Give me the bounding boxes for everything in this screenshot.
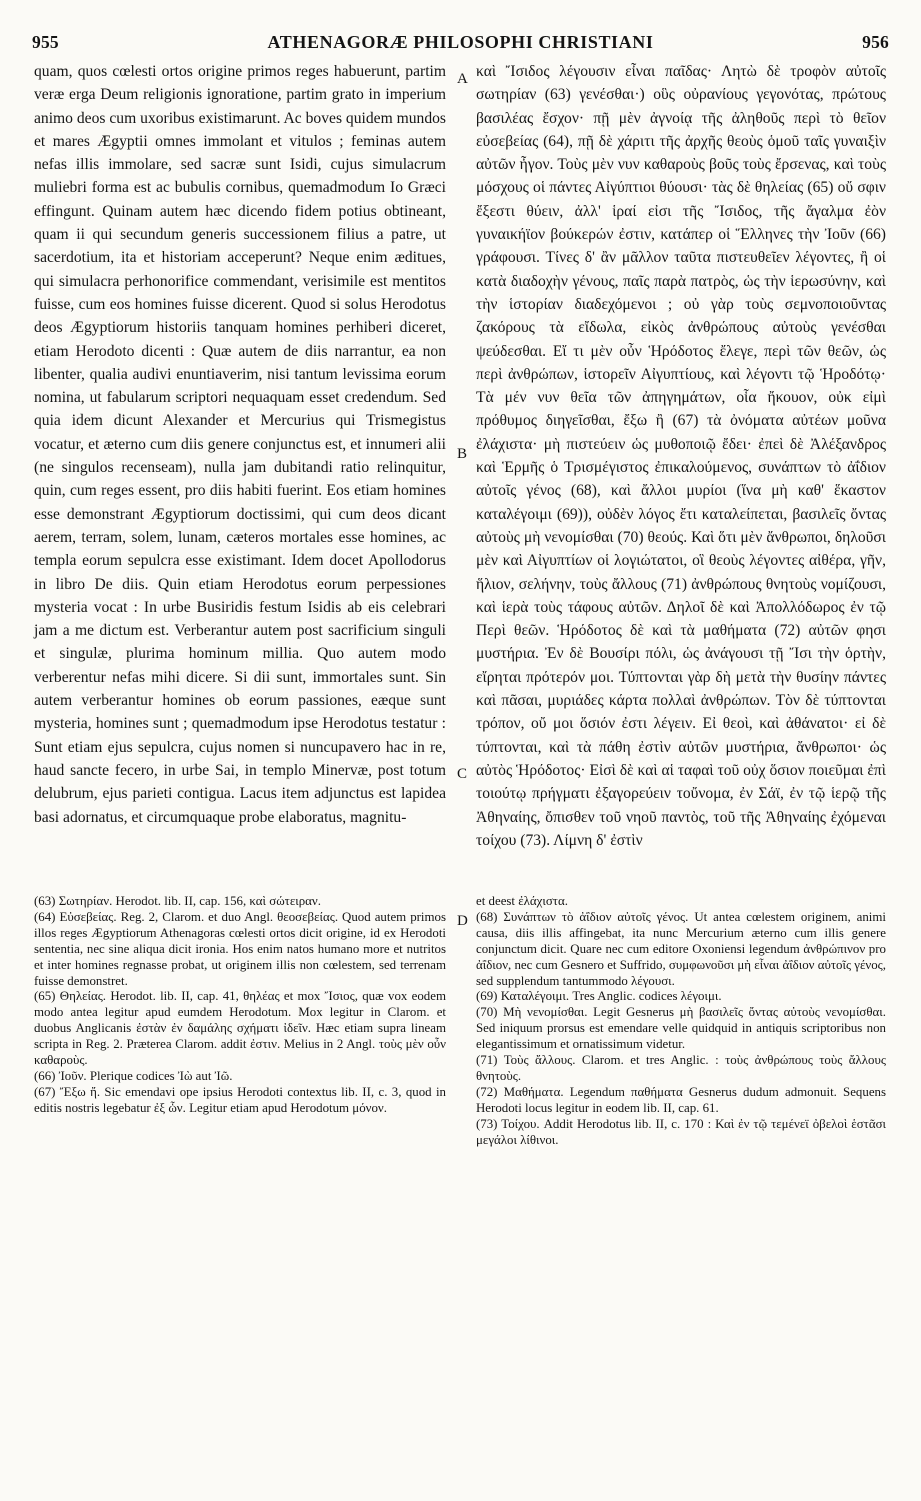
- footnotes-right: [476, 894, 886, 1149]
- footnote: et deest ἐλάχιστα.: [476, 894, 568, 908]
- latin-column: [34, 60, 446, 829]
- footnote: (64) Εὐσεβείας. Reg. 2, Clarom. et duo Angl. θεοσεβείας. Quod autem primos illos reges Ægyptiorum Athenagoras cœlesti ortos dicit origine, id ex Herodoti sententia, nec sine aliqua dicit ironia. Hos enim natos humano more et nutritos et inter homines regnasse probat, ut originem illis non cœlestem, sed terrenam fuisse demonstret.: [34, 909, 446, 988]
- left-page-number: 955: [32, 32, 59, 52]
- footnote: (72) Μαθήματα. Legendum παθήματα Gesnerus dudum admonuit. Sequens Herodoti locus legitur in eodem lib. II, cap. 61.: [476, 1084, 886, 1115]
- margin-marker-a: A: [457, 71, 468, 87]
- footnote: (63) Σωτηρίαν. Herodot. lib. II, cap. 156, καὶ σώτειραν.: [34, 894, 321, 908]
- greek-text: καὶ Ἴσιδος λέγουσιν εἶναι παῖδας· Λητὼ δὲ τροφὸν αὐτοῖς σωτηρίαν (63) γενέσθαι·) οὓς οὐρανίους γεγονότας, πρώτους βασιλέας ἔσχον· πῇ μὲν ἀγνοίᾳ τῆς ἀληθοῦς περὶ τὸ θεῖον εὐσεβείας (64), πῇ δὲ χάριτι τῆς ἀρχῆς θεοὺς ὁμοῦ ταῖς γυναιξὶν αὐτῶν ἦγον. Τοὺς μὲν νυν καθαροὺς βοῦς τοὺς ἔρσενας, καὶ τοὺς μόσχους οἱ πάντες Αἰγύπτιοι θύουσι· τὰς δὲ θηλείας (65) οὔ σφιν ἔξεστι θύειν, ἀλλ' ἱραί εἰσι τῆς Ἴσιδος, τῆς ἄγαλμα ἐὸν γυναικήϊον βούκερών ἐστιν, κατάπερ οἱ Ἕλληνες τὴν Ἰοῦν (66) γράφουσι. Τίνες δ' ἂν μᾶλλον ταῦτα πιστευθεῖεν λέγοντες, ἢ οἱ κατὰ διαδοχὴν γένους, παῖς παρὰ πατρὸς, ὡς τὴν ἱερωσύνην, καὶ τὴν ἱστορίαν διαδεχόμενοι ; οὐ γὰρ τοὺς σεμνοποιοῦντας ζακόρους τὰ εἴδωλα, εἰκὸς ἀνθρώπους αὐτοὺς γενέσθαι ψεύδεσθαι. Εἴ τι μὲν οὖν Ἡρόδοτος ἔλεγε, περὶ τῶν θεῶν, ὡς περὶ ἀνθρώπων, ἱστορεῖν Αἰγυπτίους, καὶ λέγοντι τῷ Ἡροδότῳ· Τὰ μέν νυν θεῖα τῶν ἀπηγημάτων, οἷα ἤκουον, οὐκ εἰμὶ πρόθυμος διηγεῖσθαι, ἔξω ἢ (67) τὰ ὀνόματα αὐτέων μοῦνα ἐλάχιστα· μὴ πιστεύειν ὡς μυθοποιῷ ἔδει· ἐπεὶ δὲ Ἀλέξανδρος καὶ Ἑρμῆς ὁ Τρισμέγιστος ἐπικαλούμενος, συνάπτων τὸ ἀΐδιον αὐτοῖς γένος (68), καὶ ἄλλοι μυρίοι (ἵνα μὴ καθ' ἕκαστον καταλέγοιμι (69)), οὐδὲν λόγος ἔτι καταλείπεται, βασιλεῖς ὄντας αὐτοὺς μὴ νενομίσθαι (70) θεούς. Καὶ ὅτι μὲν ἄνθρωποι, δηλοῦσι μὲν καὶ Αἰγυπτίων οἱ λογιώτατοι, οἳ θεοὺς λέγοντες αἰθέρα, γῆν, ἥλιον, σελήνην, τοὺς ἄλλους (71) ἀνθρώπους θνητοὺς νομίζουσι, καὶ ἱερὰ τοὺς τάφους αὐτῶν. Δηλοῖ δὲ καὶ Ἀπολλόδωρος ἐν τῷ Περὶ θεῶν. Ἡρόδοτος δὲ καὶ τὰ μαθήματα (72) αὐτῶν φησι μυστήρια. Ἐν δὲ Βουσίρι πόλι, ὡς ἀνάγουσι τῇ Ἴσι τὴν ὁρτὴν, εἴρηται πρότερόν μοι. Τύπτονται γὰρ δὴ μετὰ τὴν θυσίην πάντες καὶ πᾶσαι, μυριάδες κάρτα πολλαὶ ἀνθρώπων. Τὸν δὲ τύπτονται τρόπον, οὔ μοι ὅσιόν ἐστι λέγειν. Εἰ θεοὶ, καὶ ἀθάνατοι· εἰ δὲ τύπτονται, καὶ τὰ πάθη ἐστὶν αὐτῶν μυστήρια, ἄνθρωποι· ὡς αὐτὸς Ἡρόδοτος· Εἰσὶ δὲ καὶ αἱ ταφαὶ τοῦ οὐχ ὅσιον ποιεῦμαι ἐπὶ τοιούτῳ πρήγματι ἐξαγορεύειν τοὔνομα, ἐν Σάϊ, ἐν τῷ ἱερῷ τῆς Ἀθηναίης, ὄπισθεν τοῦ νηοῦ παντὸς, τοῦ τῆς Ἀθηναίης ἐχόμεναι τοίχου (73). Λίμνη δ' ἐστὶν: [476, 63, 886, 849]
- page-header: [32, 32, 889, 58]
- footnote: (70) Μὴ νενομίσθαι. Legit Gesnerus μὴ βασιλεῖς ὄντας αὐτοὺς νενομίσθαι. Sed iniquum prorsus est emendare velle quidquid in antiquis scriptoribus non elegantissimum et ornatissimum videtur.: [476, 1005, 886, 1052]
- footnote: (67) Ἔξω ἤ. Sic emendavi ope ipsius Herodoti contextus lib. II, c. 3, quod in editis nostris legebatur ἐξ ὧν. Legitur etiam apud Herodotum μόνον.: [34, 1084, 446, 1115]
- greek-column: [476, 60, 886, 852]
- right-page-number: 956: [862, 32, 889, 52]
- margin-marker-c: C: [457, 766, 468, 782]
- footnote: (66) Ἰοῦν. Plerique codices Ἰὼ aut Ἰῶ.: [34, 1068, 233, 1083]
- footnote: (69) Καταλέγοιμι. Tres Anglic. codices λέγοιμι.: [476, 989, 722, 1004]
- footnote: (65) Θηλείας. Herodot. lib. II, cap. 41, θηλέας et mox Ἴσιος, quæ vox eodem modo antea legitur apud eumdem Herodotum. Mox legitur in Clarom. et duobus Anglicanis ἐστὰν ἐν δαμάλης σχήματι ἰδεῖν. Hæc etiam supra lineam scripta in Reg. 2. Præterea Clarom. addit ἐστιν. Melius in 2 Angl. τοὺς μὲν οὖν καθαροὺς.: [34, 989, 446, 1068]
- margin-marker-d: D: [457, 913, 468, 929]
- footnote: (73) Τοίχου. Addit Herodotus lib. II, c. 170 : Καὶ ἐν τῷ τεμένεϊ ὀβελοὶ ἑστᾶσι μεγάλοι λίθινοι.: [476, 1116, 886, 1147]
- footnotes-left: [34, 894, 446, 1117]
- running-title: ATHENAGORÆ PHILOSOPHI CHRISTIANI: [267, 32, 654, 52]
- margin-marker-b: B: [457, 446, 468, 462]
- footnote: (68) Συνάπτων τὸ ἀΐδιον αὐτοῖς γένος. Ut antea cœlestem originem, animi causa, diis illis affingebat, ita nunc Mercurium æterno cum illis genere conjunctum dicit. Quare nec cum editore Oxoniensi legendum ἀνθρώπινον pro ἀΐδιον, nec cum Gesnero et Suffrido, συμφωνοῦσι μὴ εἶναι ἀΐδιον αὐτοῖς γένος, sed supplendum tantummodo λέγουσι.: [476, 909, 886, 988]
- footnote: (71) Τοὺς ἄλλους. Clarom. et tres Anglic. : τοὺς ἀνθρώπους τοὺς ἄλλους θνητοὺς.: [476, 1053, 886, 1083]
- latin-text: quam, quos cœlesti ortos origine primos reges habuerunt, partim veræ erga Deum religionis ignoratione, partim grato in imperium animo deos cum uxoribus existimarunt. Ac boves quidem mundos et mares Ægyptii omnes immolant et vitulos ; feminas autem nefas illis immolare, sed sacræ sunt Isidi, cujus simulacrum muliebri forma est ac bubulis cornibus, quemadmodum Io Græci effingunt. Quinam autem hæc dicendo fidem potius obtineant, quam ii qui secundum generis successionem filius a patre, ut sacerdotium, ita et historiam acceperunt? Neque enim æditues, qui simulacra perhonorifice commendant, verisimile est mentitos fuisse, cum eos homines fuisse dicerent. Quod si solus Herodotus deos Ægyptiorum historiis tanquam homines perhiberi diceret, etiam Herodoto dicenti : Quæ autem de diis narrantur, ea non libenter, qualia audivi enuntiaverim, nisi tantum levissima eorum nomina, ut fabularum scriptori nequaquam esset credendum. Sed quia idem dicunt Alexander et Mercurius qui Trismegistus vocatur, et æterno cum diis genere conjunctus est, et innumeri alii (ne singulos recenseam), nulla jam dubitandi ratio relinquitur, quin, cum reges essent, pro diis habiti fuerint. Eos etiam homines esse demonstrant Ægyptiorum doctissimi, qui cum deos dicant aerem, terram, solem, lunam, cæteros mortales esse homines, ac templa eorum sepulcra esse existimant. Idem docet Apollodorus in libro De diis. Quin etiam Herodotus eorum perpessiones mysteria vocat : In urbe Busiridis festum Isidis ab eis celebrari jam a me dictum est. Verberantur autem post sacrificium singuli et singulæ, plurima hominum millia. Quo autem modo verberentur nefas mihi dicere. Si dii sunt, immortales sunt. Sin autem verberantur homines ob eorum passiones, eæque sunt mysteria, homines sunt ; quemadmodum ipse Herodotus testatur : Sunt etiam ejus sepulcra, cujus nomen si nuncupavero hac in re, haud sancte fecero, in urbe Sai, in templo Minervæ, post totum delubrum, ejus parieti contigua. Lacus item adjunctus est lapidea basi adornatus, et circumquaque probe elaboratus, magnitu-: [34, 63, 446, 826]
